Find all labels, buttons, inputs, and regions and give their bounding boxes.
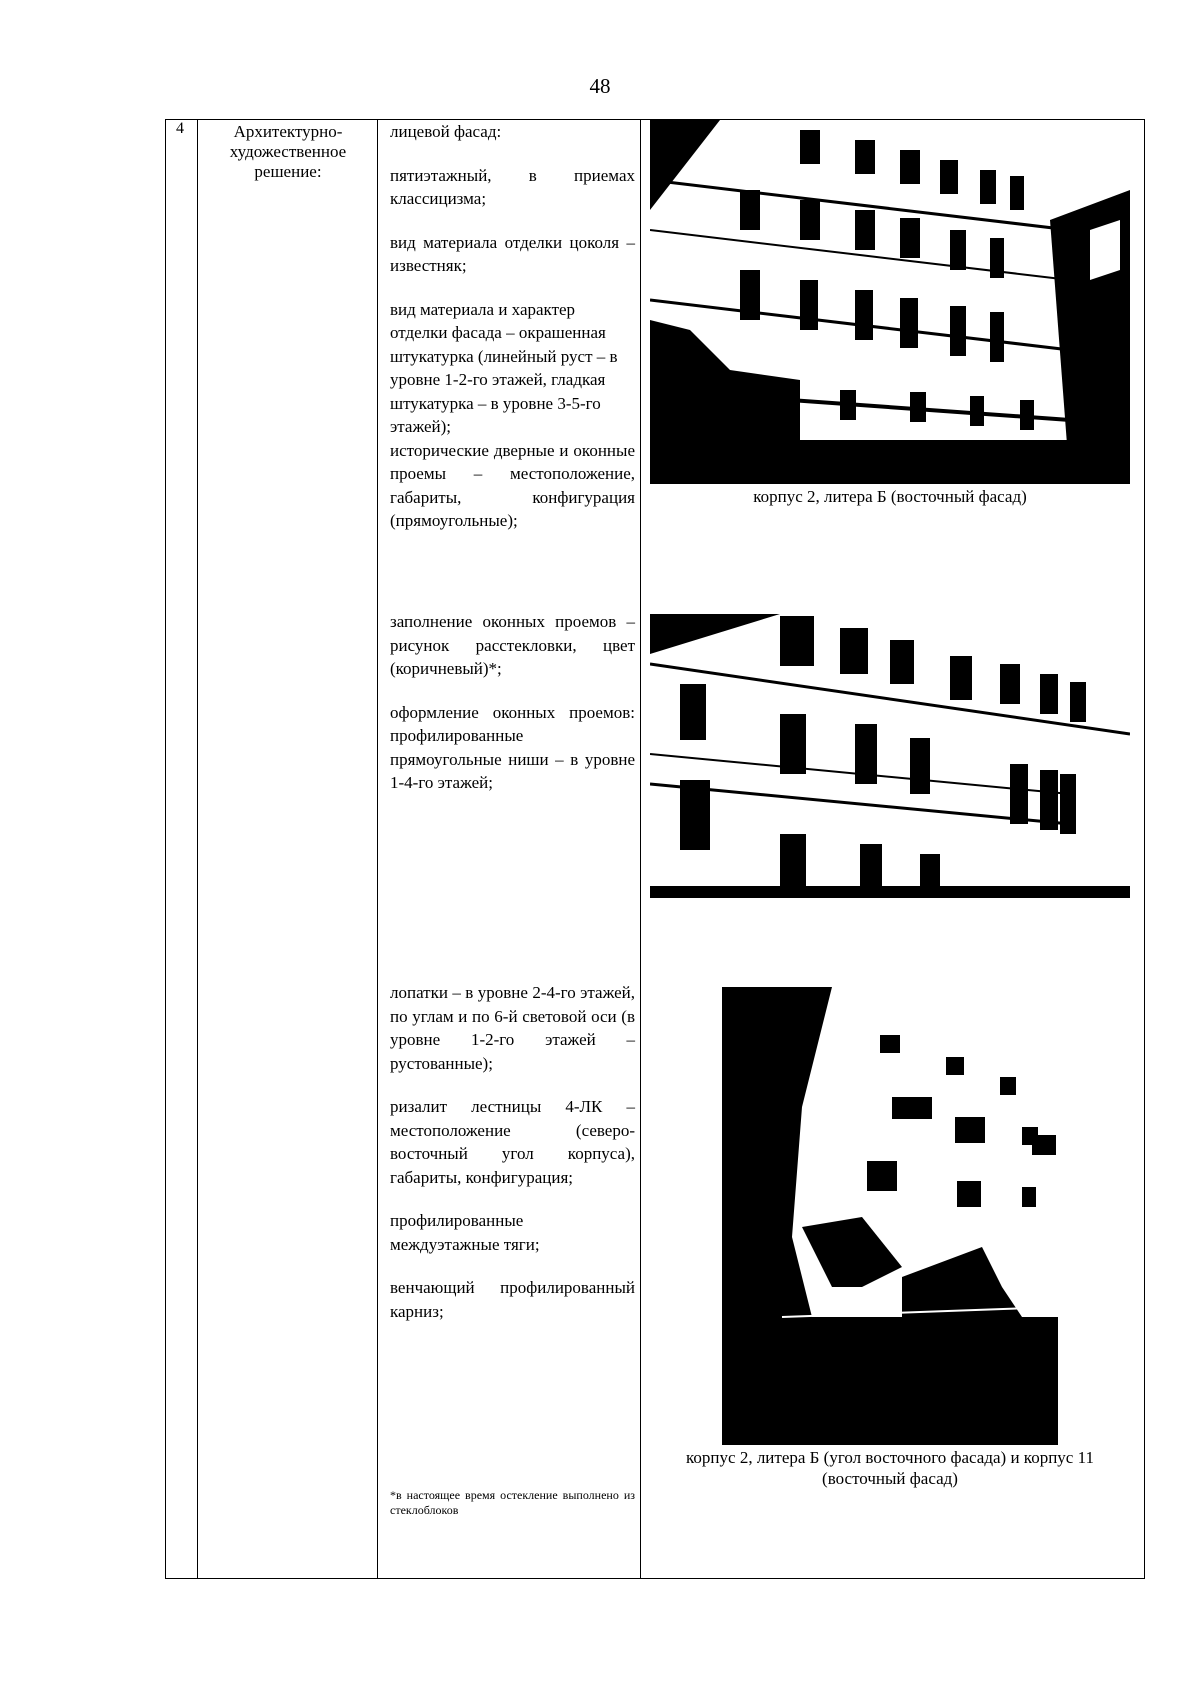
- desc-paragraph: лицевой фасад:: [390, 122, 502, 141]
- footnote: *в настоящее время остекление выполнено из стеклоблоков: [390, 1488, 635, 1517]
- facade-photo-east: [650, 120, 1130, 484]
- desc-paragraph: вид материала отделки цоколя – известняк;: [390, 232, 635, 275]
- desc-paragraph: заполнение оконных проемов – рисунок расстекловки, цвет (коричневый)*;: [390, 612, 635, 678]
- description-block-3: [390, 981, 635, 1323]
- photo-caption: корпус 2, литера Б (угол восточного фасада) и корпус 11 (восточный фасад): [686, 1448, 1094, 1488]
- page-number: 48: [589, 74, 611, 98]
- corner-photo: [722, 987, 1058, 1445]
- desc-paragraph: венчающий профилированный карниз;: [390, 1278, 635, 1321]
- row-number: 4: [176, 120, 184, 137]
- photo-caption: корпус 2, литера Б (восточный фасад): [753, 487, 1027, 506]
- desc-paragraph: ризалит лестницы 4-ЛК – местоположение (северо-восточный угол корпуса), габариты, конфигурация;: [390, 1097, 635, 1187]
- description-block-1: [390, 120, 635, 533]
- table-divider: [640, 120, 641, 1578]
- column-title: Архитектурно-художественное решение:: [229, 122, 347, 181]
- facade-photo-east-2: [650, 614, 1130, 898]
- desc-paragraph: профилированные междуэтажные тяги;: [390, 1211, 540, 1254]
- desc-paragraph: лопатки – в уровне 2-4-го этажей, по углам и по 6-й световой оси (в уровне 1-2-го этажей – рустованные);: [390, 983, 635, 1073]
- attribute-table: [165, 119, 1145, 1579]
- table-divider: [197, 120, 198, 1578]
- desc-paragraph: вид материала и характер отделки фасада – окрашенная штукатурка (линейный руст – в уровне 1-2-го этажей, гладкая штукатурка – в уровне 3-5-го этажей);: [390, 299, 618, 436]
- description-block-2: [390, 610, 635, 795]
- desc-paragraph: пятиэтажный, в приемах классицизма;: [390, 165, 635, 208]
- desc-paragraph: оформление оконных проемов: профилированные прямоугольные ниши – в уровне 1-4-го этажей;: [390, 702, 635, 792]
- desc-paragraph: исторические дверные и оконные проемы – местоположение, габариты, конфигурация (прямоугольные);: [390, 440, 635, 530]
- table-divider: [377, 120, 378, 1578]
